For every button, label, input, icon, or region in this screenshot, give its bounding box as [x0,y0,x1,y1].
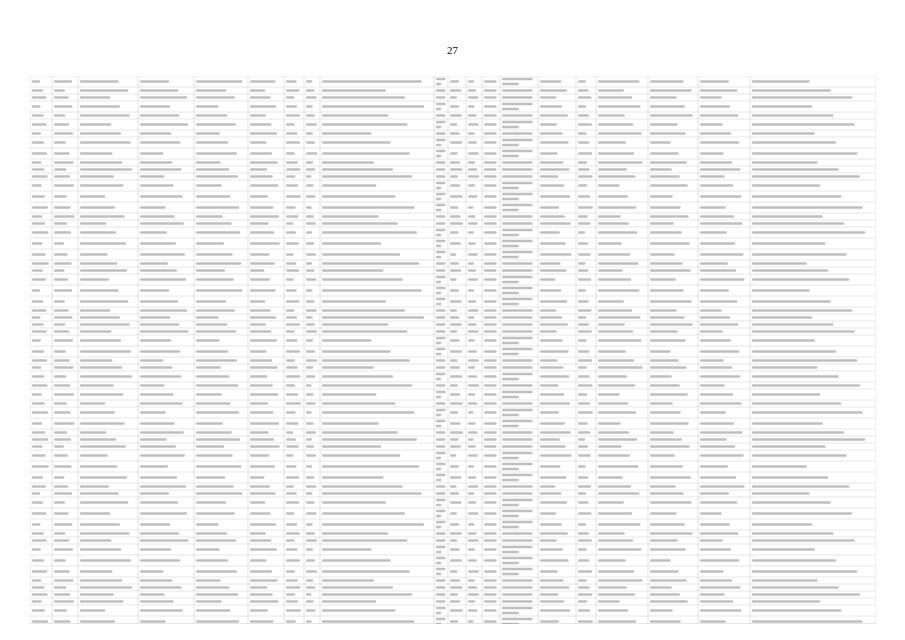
register-table-grid [30,76,876,624]
illegible-text-strokes [32,78,865,624]
register-table [30,76,876,624]
page-number: 27 [447,45,458,57]
grid-lines [30,76,876,624]
